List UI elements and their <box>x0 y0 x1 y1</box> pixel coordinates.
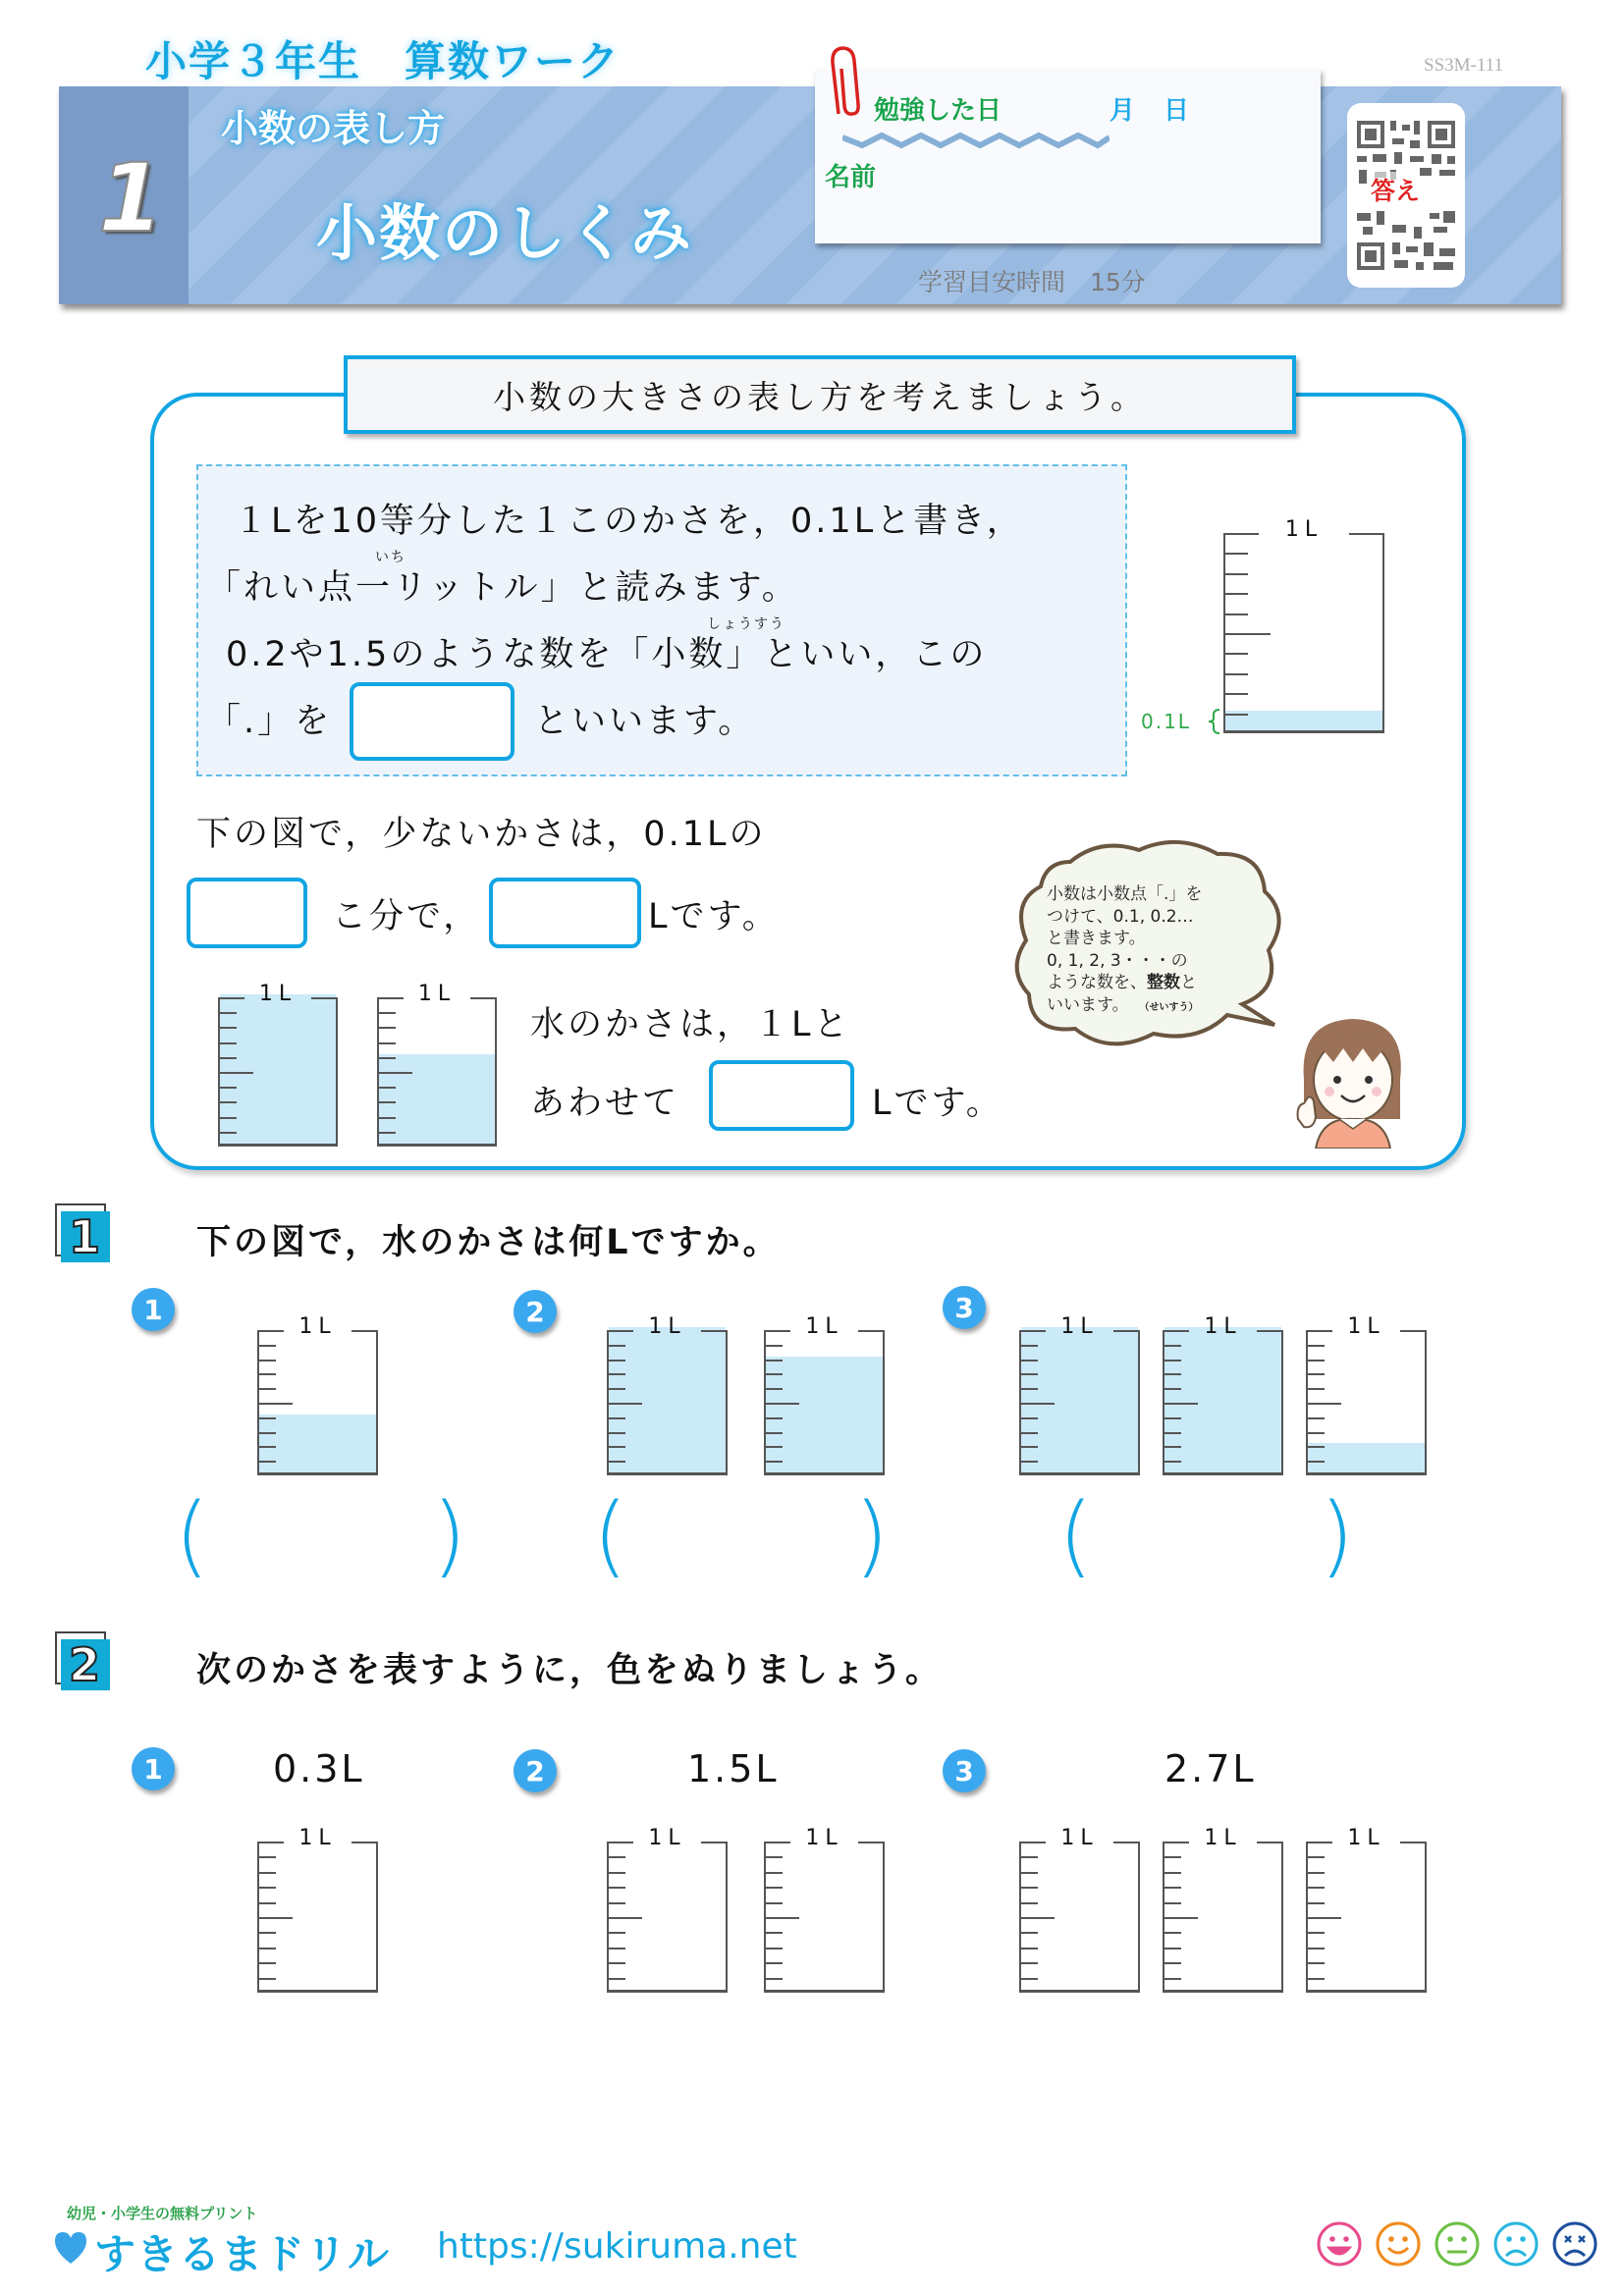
worksheet-code: SS3M-111 <box>1424 55 1503 76</box>
brace-icon <box>1206 709 1221 734</box>
answer-qr-code[interactable] <box>1347 103 1465 288</box>
answer-paren-close: ) <box>854 1484 890 1587</box>
answer-paren-open: ( <box>593 1484 628 1587</box>
liters-answer-box-1[interactable] <box>489 878 641 948</box>
day-label: 日 <box>1164 96 1190 126</box>
explain-line-2: 「れい点一リットル」と読みます。 <box>206 568 799 608</box>
study-date-label: 勉強した日 <box>874 96 1002 126</box>
month-label: 月 <box>1110 96 1136 126</box>
intro-question-line-2a: こ分で， <box>332 897 481 936</box>
footer-url[interactable]: https://sukiruma.net <box>437 2226 797 2267</box>
name-label: 名前 <box>825 163 877 192</box>
unit-number: 1 <box>98 143 164 253</box>
problem-1-item-3-beaker-2 <box>1163 1314 1283 1475</box>
beaker-label: 1L <box>1060 1826 1099 1850</box>
problem-2-item-1-badge: 1 <box>132 1747 175 1790</box>
footer-logo: すきるまドリル <box>94 2230 391 2278</box>
problem-1-item-3-beaker-3 <box>1306 1314 1427 1475</box>
sad-face-icon <box>1492 2220 1540 2268</box>
intro-beaker-full: 1L <box>218 997 338 1147</box>
answer-paren-close: ) <box>1320 1484 1355 1587</box>
very-happy-face-icon <box>1316 2220 1363 2268</box>
answer-label: 答え <box>1371 172 1420 207</box>
girl-character-icon <box>1294 1011 1410 1148</box>
svg-text:1: 1 <box>68 1210 101 1263</box>
beaker-label: 1L <box>805 1314 843 1339</box>
problem-2-item-3-beaker-1[interactable] <box>1019 1826 1140 1993</box>
answer-paren-open: ( <box>1058 1484 1094 1587</box>
intro-question-line-3: 水のかさは，１Lと <box>530 1005 851 1044</box>
svg-text:2: 2 <box>68 1638 101 1691</box>
problem-1-item-1-beaker-1 <box>257 1314 378 1475</box>
ruby-ichi: いち <box>375 550 406 565</box>
explain-line-5: といいます。 <box>534 702 756 741</box>
study-record-card <box>815 69 1321 243</box>
problem-2-item-3-beaker-2[interactable] <box>1163 1826 1283 1993</box>
explain-line-4: 「.」を <box>206 702 333 741</box>
intro-beaker-partial: 1L <box>377 997 497 1147</box>
speech-bubble-text: 小数は小数点「.」を つけて、0.1, 0.2… と書きます。 0, 1, 2, 3・・・の ような数を、整数と いいます。 （せいすう） <box>1047 884 1203 1015</box>
one-tenth-liter-note: 0.1L <box>1141 710 1191 733</box>
liters-answer-box-2[interactable] <box>709 1060 854 1131</box>
count-answer-box[interactable] <box>187 878 307 948</box>
problem-1-number-icon <box>55 1203 112 1264</box>
problem-1-item-2-beaker-2 <box>764 1314 885 1475</box>
problem-1-item-2-badge: 2 <box>514 1290 557 1333</box>
neutral-face-icon <box>1434 2220 1481 2268</box>
intro-question-line-4a: あわせて <box>530 1084 680 1123</box>
decimal-point-answer-box[interactable] <box>350 682 514 761</box>
series-title: 小学３年生 算数ワーク <box>145 37 622 85</box>
problem-1-item-2-beaker-1 <box>607 1314 728 1475</box>
beaker-label: 1L <box>1284 517 1324 542</box>
problem-2-item-1-amount: 0.3L <box>273 1747 365 1790</box>
intro-question-line-4b: Lです。 <box>872 1084 1003 1123</box>
beaker-label: 1L <box>1060 1314 1099 1339</box>
footer-tagline: 幼児・小学生の無料プリント <box>67 2205 258 2222</box>
problem-2-item-3-badge: 3 <box>943 1749 986 1792</box>
beaker-label: 1L <box>1204 1314 1242 1339</box>
wavy-divider <box>842 130 1110 151</box>
problem-2-item-2-amount: 1.5L <box>687 1747 780 1790</box>
beaker-label: 1L <box>648 1826 686 1850</box>
self-rating-faces <box>1316 2220 1598 2268</box>
problem-1-item-3-answer[interactable] <box>1095 1502 1316 1571</box>
beaker-label: 1L <box>805 1826 843 1850</box>
header-banner <box>59 86 1561 304</box>
problem-1-item-2-answer[interactable] <box>628 1502 849 1571</box>
explain-line-1: １Lを10等分した１このかさを，0.1Lと書き， <box>234 502 1024 541</box>
problem-2-item-2-beaker-1[interactable] <box>607 1826 728 1993</box>
beaker-label: 1L <box>298 1314 337 1339</box>
paperclip-icon <box>829 45 864 130</box>
problem-1-item-1-answer[interactable] <box>211 1502 427 1571</box>
problem-1-item-3-beaker-1 <box>1019 1314 1140 1475</box>
explain-line-3: 0.2や1.5のような数を「小数」といい，この <box>226 635 988 674</box>
explanation-box <box>196 464 1127 776</box>
very-sad-face-icon <box>1551 2220 1598 2268</box>
unit-subtitle: 小数の表し方 <box>221 107 446 150</box>
problem-1-item-3-badge: 3 <box>943 1286 986 1329</box>
ruby-shousuu: しょうすう <box>707 616 785 632</box>
problem-2-question: 次のかさを表すように，色をぬりましょう。 <box>196 1651 944 1690</box>
heart-icon <box>53 2230 88 2266</box>
beaker-label: 1L <box>1347 1826 1385 1850</box>
answer-paren-open: ( <box>175 1484 210 1587</box>
study-time: 学習目安時間 15分 <box>918 268 1146 296</box>
intro-question-line-1: 下の図で，少ないかさは，0.1Lの <box>196 815 767 854</box>
problem-2-item-3-beaker-3[interactable] <box>1306 1826 1427 1993</box>
problem-2-item-2-badge: 2 <box>514 1749 557 1792</box>
answer-paren-close: ) <box>432 1484 467 1587</box>
page-title: 小数のしくみ <box>316 197 694 269</box>
problem-1-question: 下の図で，水のかさは何Lですか。 <box>196 1223 781 1262</box>
beaker-label: 1L <box>1204 1826 1242 1850</box>
happy-face-icon <box>1375 2220 1422 2268</box>
problem-2-number-icon <box>55 1631 112 1692</box>
problem-1-item-1-badge: 1 <box>132 1288 175 1331</box>
beaker-label: 1L <box>648 1314 686 1339</box>
beaker-label: 1L <box>298 1826 337 1850</box>
problem-2-item-3-amount: 2.7L <box>1164 1747 1257 1790</box>
intro-question-line-2b: Lです。 <box>648 897 780 936</box>
problem-2-item-2-beaker-2[interactable] <box>764 1826 885 1993</box>
beaker-label: 1L <box>1347 1314 1385 1339</box>
intro-title: 小数の大きさの表し方を考えましょう。 <box>344 355 1296 434</box>
reference-beaker <box>1223 517 1384 733</box>
problem-2-item-1-beaker-1[interactable] <box>257 1826 378 1993</box>
